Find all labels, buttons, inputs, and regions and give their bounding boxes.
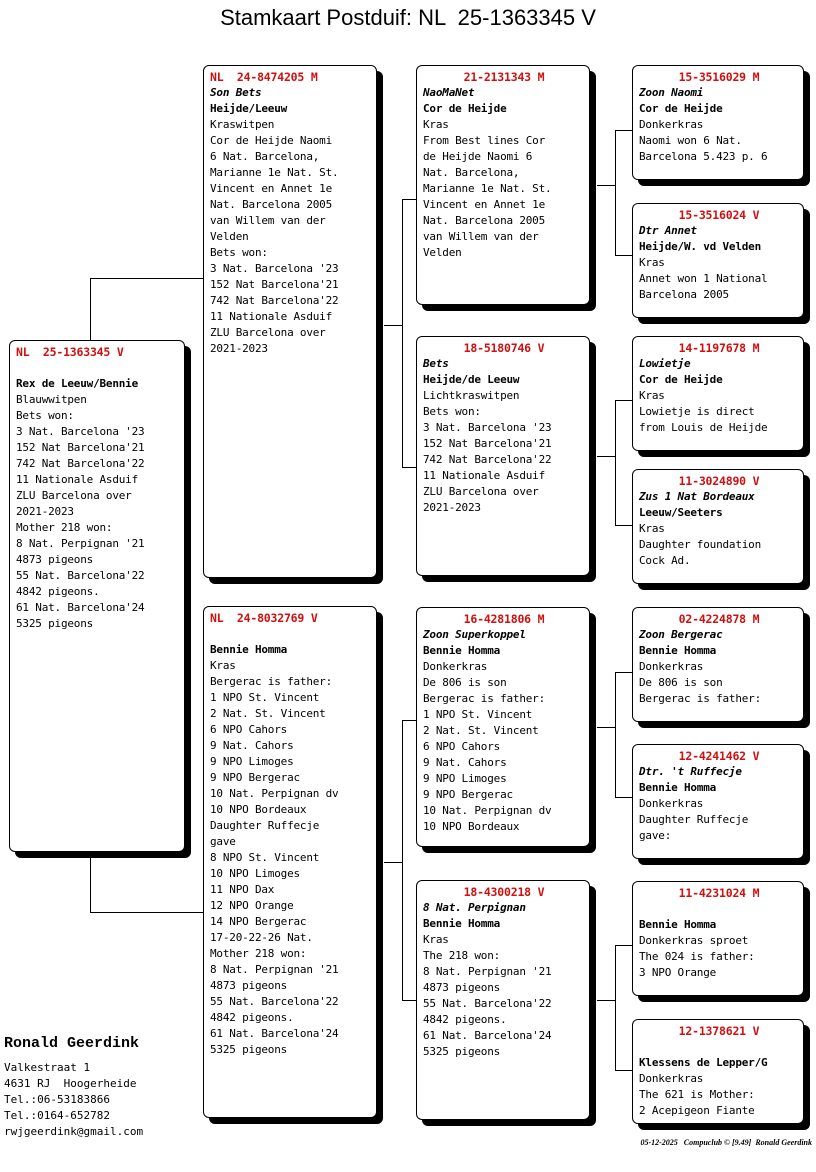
- pigeon-notes: [16, 408, 180, 632]
- note-line: From Best lines Cor: [423, 134, 546, 147]
- breeder-name: Cor de Heijde: [639, 102, 723, 115]
- pigeon-color: Kras: [639, 256, 665, 269]
- connector-line: [402, 1000, 417, 1001]
- pigeon-color: Kras: [423, 933, 449, 946]
- breeder-name: Cor de Heijde: [423, 102, 507, 115]
- note-line: 3 Nat. Barcelona '23: [210, 262, 339, 275]
- note-line: Nat. Barcelona,: [423, 166, 520, 179]
- connector-line: [597, 1000, 615, 1001]
- connector-line: [615, 400, 633, 401]
- note-line: 55 Nat. Barcelona'22: [16, 569, 145, 582]
- note-line: 8 Nat. Perpignan '21: [423, 965, 552, 978]
- pigeon-color: Kras: [423, 118, 449, 131]
- note-line: The 621 is Mother:: [639, 1088, 755, 1101]
- pigeon-card-sire-sire[interactable]: [416, 65, 590, 305]
- note-line: 9 Nat. Cahors: [210, 739, 294, 752]
- page-title: Stamkaart Postduif: NL 25-1363345 V: [220, 5, 596, 30]
- note-line: Barcelona 2005: [639, 288, 729, 301]
- note-line: 61 Nat. Barcelona'24: [210, 1027, 339, 1040]
- pigeon-name: Zus 1 Nat Bordeaux: [639, 490, 755, 503]
- pigeon-color: Blauwwitpen: [16, 393, 87, 406]
- pigeon-name: 8 Nat. Perpignan: [423, 901, 526, 914]
- note-line: 152 Nat Barcelona'21: [210, 278, 339, 291]
- footer-credit: 05-12-2025 Compuclub © [9.49] Ronald Geerdink: [640, 1138, 812, 1147]
- pigeon-color: Kraswitpen: [210, 118, 275, 131]
- connector-line: [402, 199, 403, 467]
- pigeon-name: Son Bets: [210, 86, 262, 99]
- note-line: 4842 pigeons.: [423, 1013, 507, 1026]
- pigeon-color: Donkerkras: [639, 1072, 704, 1085]
- note-line: 4873 pigeons: [423, 981, 501, 994]
- note-line: Cor de Heijde Naomi: [210, 134, 333, 147]
- note-line: ZLU Barcelona over: [16, 489, 132, 502]
- pigeon-notes: [639, 949, 799, 981]
- note-line: 4842 pigeons.: [16, 585, 100, 598]
- note-line: 11 Nationale Asduif: [16, 473, 139, 486]
- pigeon-card-sire-dam[interactable]: [416, 336, 590, 576]
- note-line: Bergerac is father:: [423, 692, 546, 705]
- connector-line: [90, 912, 204, 913]
- note-line: 3 Nat. Barcelona '23: [423, 421, 552, 434]
- connector-line: [402, 467, 417, 468]
- note-line: Cock Ad.: [639, 554, 691, 567]
- pigeon-card-dsd[interactable]: [632, 744, 804, 859]
- note-line: 4873 pigeons: [16, 553, 94, 566]
- pigeon-name: Dtr Annet: [639, 224, 697, 237]
- note-line: 9 NPO Bergerac: [423, 788, 513, 801]
- note-line: The 218 won:: [423, 949, 501, 962]
- pigeon-color: Donkerkras sproet: [639, 934, 749, 947]
- note-line: 6 NPO Cahors: [210, 723, 288, 736]
- pigeon-card-dss[interactable]: [632, 607, 804, 722]
- owner-phone: Tel.:0164-652782: [4, 1109, 110, 1122]
- pigeon-name: [639, 1039, 799, 1055]
- connector-line: [615, 672, 616, 797]
- note-line: Bets won:: [423, 405, 481, 418]
- note-line: 3 NPO Orange: [639, 966, 717, 979]
- pigeon-notes: [423, 404, 585, 516]
- owner-name: Ronald Geerdink: [4, 1035, 140, 1052]
- breeder-name: Bennie Homma: [639, 918, 717, 931]
- note-line: 10 NPO Bordeaux: [210, 803, 307, 816]
- pigeon-notes: [639, 271, 799, 303]
- ring-number: 02-4224878 M: [678, 612, 760, 626]
- ring-number: 18-5180746 V: [463, 341, 545, 355]
- pigeon-color: Donkerkras: [639, 660, 704, 673]
- note-line: 6 Nat. Barcelona,: [210, 150, 320, 163]
- note-line: 11 NPO Dax: [210, 883, 275, 896]
- connector-line: [615, 945, 633, 946]
- note-line: 8 Nat. Perpignan '21: [210, 963, 339, 976]
- note-line: 742 Nat Barcelona'22: [423, 453, 552, 466]
- note-line: gave:: [639, 829, 672, 842]
- pigeon-notes: [423, 948, 585, 1060]
- note-line: Nat. Barcelona 2005: [210, 198, 333, 211]
- connector-line: [90, 278, 91, 340]
- breeder-name: Bennie Homma: [423, 644, 501, 657]
- breeder-name: Bennie Homma: [423, 917, 501, 930]
- pigeon-notes: [639, 404, 799, 436]
- pigeon-notes: [639, 537, 799, 569]
- note-line: 10 NPO Bordeaux: [423, 820, 520, 833]
- pigeon-name: Zoon Bergerac: [639, 628, 723, 641]
- note-line: 11 Nationale Asduif: [210, 310, 333, 323]
- note-line: 2021-2023: [16, 505, 74, 518]
- ring-number: 11-3024890 V: [678, 474, 760, 488]
- breeder-name: Bennie Homma: [639, 781, 717, 794]
- pigeon-card-dam-sire[interactable]: [416, 607, 590, 847]
- breeder-name: Klessens de Lepper/G: [639, 1056, 768, 1069]
- note-line: 742 Nat Barcelona'22: [16, 457, 145, 470]
- pigeon-notes: [210, 133, 372, 357]
- connector-line: [597, 185, 615, 186]
- note-line: 10 NPO Limoges: [210, 867, 300, 880]
- note-line: 1 NPO St. Vincent: [210, 691, 320, 704]
- connector-line: [615, 525, 633, 526]
- pigeon-name: Lowietje: [639, 357, 691, 370]
- note-line: The 024 is father:: [639, 950, 755, 963]
- note-line: 4873 pigeons: [210, 979, 288, 992]
- note-line: 12 NPO Orange: [210, 899, 294, 912]
- note-line: 152 Nat Barcelona'21: [423, 437, 552, 450]
- note-line: Vincent en Annet 1e: [423, 198, 546, 211]
- note-line: De 806 is son: [639, 676, 723, 689]
- note-line: De 806 is son: [423, 676, 507, 689]
- owner-block: [4, 1034, 143, 1140]
- ring-number: NL 24-8032769 V: [210, 611, 318, 625]
- breeder-name: Bennie Homma: [639, 644, 717, 657]
- pigeon-name: Zoon Naomi: [639, 86, 704, 99]
- note-line: 9 NPO Limoges: [423, 772, 507, 785]
- connector-line: [615, 255, 633, 256]
- note-line: van Willem van der: [423, 230, 539, 243]
- pigeon-card-sss[interactable]: [632, 65, 804, 180]
- note-line: 742 Nat Barcelona'22: [210, 294, 339, 307]
- note-line: 11 Nationale Asduif: [423, 469, 546, 482]
- connector-line: [615, 130, 616, 255]
- owner-city: 4631 RJ Hoogerheide: [4, 1077, 137, 1090]
- pigeon-color: Lichtkraswitpen: [423, 389, 520, 402]
- pigeon-name: [210, 626, 372, 642]
- pigeon-name: NaoMaNet: [423, 86, 475, 99]
- ring-number: NL 25-1363345 V: [16, 345, 124, 359]
- pigeon-color: Donkerkras: [639, 797, 704, 810]
- ring-number: NL 24-8474205 M: [210, 70, 318, 84]
- ring-number: 14-1197678 M: [678, 341, 760, 355]
- owner-phone-mobile: Tel.:06-53183866: [4, 1093, 110, 1106]
- connector-line: [90, 856, 91, 913]
- breeder-name: Cor de Heijde: [639, 373, 723, 386]
- pigeon-notes: [639, 1087, 799, 1119]
- pigeon-name: Dtr. 't Ruffecje: [639, 765, 742, 778]
- note-line: from Louis de Heijde: [639, 421, 768, 434]
- pigeon-notes: [423, 133, 585, 261]
- note-line: 17-20-22-26 Nat.: [210, 931, 313, 944]
- note-line: Daughter Ruffecje: [210, 819, 320, 832]
- pigeon-card-sdd[interactable]: [632, 469, 804, 584]
- pigeon-notes: [639, 133, 799, 165]
- ring-number: 15-3516024 V: [678, 208, 760, 222]
- note-line: 6 NPO Cahors: [423, 740, 501, 753]
- connector-line: [402, 720, 403, 1000]
- pigeon-name: Zoon Superkoppel: [423, 628, 526, 641]
- ring-number: 12-1378621 V: [678, 1024, 760, 1038]
- pigeon-card-dds[interactable]: [632, 881, 804, 996]
- note-line: 8 NPO St. Vincent: [210, 851, 320, 864]
- connector-line: [384, 325, 402, 326]
- note-line: 2021-2023: [210, 342, 268, 355]
- note-line: 1 NPO St. Vincent: [423, 708, 533, 721]
- ring-number: 18-4300218 V: [463, 885, 545, 899]
- note-line: Lowietje is direct: [639, 405, 755, 418]
- note-line: 55 Nat. Barcelona'22: [423, 997, 552, 1010]
- note-line: Naomi won 6 Nat.: [639, 134, 742, 147]
- note-line: van Willem van der: [210, 214, 326, 227]
- note-line: ZLU Barcelona over: [423, 485, 539, 498]
- note-line: Vincent en Annet 1e: [210, 182, 333, 195]
- pigeon-card-dam-dam[interactable]: [416, 880, 590, 1120]
- connector-line: [384, 862, 402, 863]
- note-line: 10 Nat. Perpignan dv: [210, 787, 339, 800]
- breeder-name: Heijde/de Leeuw: [423, 373, 520, 386]
- note-line: 5325 pigeons: [16, 617, 94, 630]
- note-line: de Heijde Naomi 6: [423, 150, 533, 163]
- pigeon-card-ssd[interactable]: [632, 203, 804, 318]
- pigeon-notes: [210, 674, 372, 1058]
- pigeon-card-subject[interactable]: [9, 340, 185, 852]
- note-line: Bets won:: [210, 246, 268, 259]
- breeder-name: Bennie Homma: [210, 643, 288, 656]
- connector-line: [615, 130, 633, 131]
- pigeon-name: [639, 901, 799, 917]
- ring-number: 12-4241462 V: [678, 749, 760, 763]
- note-line: Bergerac is father:: [639, 692, 762, 705]
- ring-number: 21-2131343 M: [463, 70, 545, 84]
- pigeon-notes: [639, 812, 799, 844]
- note-line: 14 NPO Bergerac: [210, 915, 307, 928]
- breeder-name: Rex de Leeuw/Bennie: [16, 377, 139, 390]
- note-line: 8 Nat. Perpignan '21: [16, 537, 145, 550]
- pigeon-color: Donkerkras: [423, 660, 488, 673]
- note-line: 61 Nat. Barcelona'24: [16, 601, 145, 614]
- note-line: Nat. Barcelona 2005: [423, 214, 546, 227]
- connector-line: [402, 199, 417, 200]
- breeder-name: Leeuw/Seeters: [639, 506, 723, 519]
- note-line: 9 NPO Limoges: [210, 755, 294, 768]
- connector-line: [615, 1070, 633, 1071]
- connector-line: [597, 456, 615, 457]
- note-line: 3 Nat. Barcelona '23: [16, 425, 145, 438]
- owner-email: rwjgeerdink@gmail.com: [4, 1125, 144, 1138]
- note-line: Barcelona 5.423 p. 6: [639, 150, 768, 163]
- note-line: Daughter foundation: [639, 538, 762, 551]
- breeder-name: Heijde/W. vd Velden: [639, 240, 762, 253]
- pigeon-card-dam[interactable]: [203, 606, 377, 1118]
- note-line: 2 Nat. St. Vincent: [210, 707, 326, 720]
- pigeon-card-sds[interactable]: [632, 336, 804, 451]
- pigeon-color: Kras: [210, 659, 236, 672]
- pigeon-card-ddd[interactable]: [632, 1019, 804, 1124]
- breeder-name: Heijde/Leeuw: [210, 102, 288, 115]
- note-line: 2 Acepigeon Fiante: [639, 1104, 755, 1117]
- connector-line: [615, 400, 616, 525]
- note-line: Bets won:: [16, 409, 74, 422]
- note-line: 5325 pigeons: [210, 1043, 288, 1056]
- note-line: 5325 pigeons: [423, 1045, 501, 1058]
- connector-line: [402, 720, 417, 721]
- note-line: Mother 218 won:: [16, 521, 113, 534]
- note-line: 9 Nat. Cahors: [423, 756, 507, 769]
- note-line: Marianne 1e Nat. St.: [423, 182, 552, 195]
- pigeon-color: Donkerkras: [639, 118, 704, 131]
- connector-line: [90, 278, 204, 279]
- note-line: 4842 pigeons.: [210, 1011, 294, 1024]
- note-line: ZLU Barcelona over: [210, 326, 326, 339]
- connector-line: [615, 945, 616, 1070]
- connector-line: [597, 727, 615, 728]
- pigeon-card-sire[interactable]: [203, 65, 377, 578]
- note-line: Bergerac is father:: [210, 675, 333, 688]
- note-line: Annet won 1 National: [639, 272, 768, 285]
- note-line: 9 NPO Bergerac: [210, 771, 300, 784]
- pigeon-color: Kras: [639, 522, 665, 535]
- ring-number: 15-3516029 M: [678, 70, 760, 84]
- connector-line: [615, 672, 633, 673]
- pigeon-notes: [639, 675, 799, 707]
- owner-street: Valkestraat 1: [4, 1061, 91, 1074]
- ring-number: 11-4231024 M: [678, 886, 760, 900]
- note-line: 55 Nat. Barcelona'22: [210, 995, 339, 1008]
- note-line: 2 Nat. St. Vincent: [423, 724, 539, 737]
- note-line: Marianne 1e Nat. St.: [210, 166, 339, 179]
- note-line: 2021-2023: [423, 501, 481, 514]
- pigeon-color: Kras: [639, 389, 665, 402]
- note-line: Velden: [423, 246, 462, 259]
- note-line: 152 Nat Barcelona'21: [16, 441, 145, 454]
- note-line: 10 Nat. Perpignan dv: [423, 804, 552, 817]
- connector-line: [615, 797, 633, 798]
- note-line: Mother 218 won:: [210, 947, 307, 960]
- note-line: gave: [210, 835, 236, 848]
- pigeon-name: Bets: [423, 357, 449, 370]
- note-line: Velden: [210, 230, 249, 243]
- pigeon-name: [16, 360, 180, 376]
- note-line: 61 Nat. Barcelona'24: [423, 1029, 552, 1042]
- pigeon-notes: [423, 675, 585, 835]
- note-line: Daughter Ruffecje: [639, 813, 749, 826]
- ring-number: 16-4281806 M: [463, 612, 545, 626]
